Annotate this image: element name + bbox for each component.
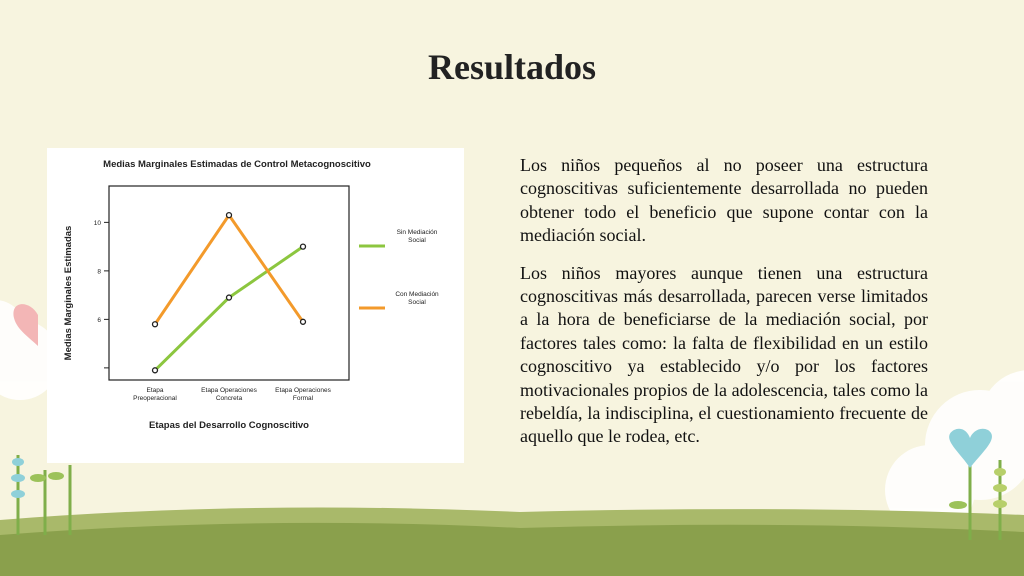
x-axis-label: Etapas del Desarrollo Cognoscitivo bbox=[149, 420, 309, 431]
x-tick-label: Preoperacional bbox=[133, 395, 177, 402]
legend-label: Sin Mediación bbox=[396, 229, 438, 236]
results-text bbox=[520, 154, 928, 463]
data-point bbox=[227, 213, 232, 218]
legend-label: Social bbox=[408, 237, 426, 244]
paragraph-1: Los niños pequeños al no poseer una estructura cognoscitivas suficientemente desarrollada no pueden obtener todo el beneficio que supone contar con la mediación social. bbox=[520, 155, 928, 246]
legend-label: Social bbox=[408, 299, 426, 306]
data-point bbox=[153, 368, 158, 373]
y-axis-label: Medias Marginales Estimadas bbox=[63, 225, 74, 361]
data-point bbox=[301, 319, 306, 324]
series-line-sin-mediacion bbox=[155, 247, 303, 371]
legend-label: Con Mediación bbox=[395, 291, 439, 298]
paragraph-2: Los niños mayores aunque tienen una estructura cognoscitivas más desarrollada, parecen verse limitados a la hora de beneficiarse de la mediación social, por factores tales como: la falta de flexibilidad en un estilo cognoscitivo ya establecido y/o por los factores motivacionales propios de la adolescencia, tales como la rebeldía, la indisciplina, el cuestionamiento frecuente de aquello que le rodea, etc. bbox=[520, 262, 928, 447]
x-tick-label: Etapa Operaciones bbox=[275, 387, 331, 394]
y-tick-label: 10 bbox=[93, 219, 101, 227]
series-line-con-mediacion bbox=[155, 215, 303, 324]
data-point bbox=[227, 295, 232, 300]
x-tick-label: Etapa bbox=[146, 387, 164, 394]
x-tick-label: Etapa Operaciones bbox=[201, 387, 257, 394]
x-tick-label: Concreta bbox=[215, 395, 243, 402]
chart-title: Medias Marginales Estimadas de Control Metacognoscitivo bbox=[103, 159, 371, 170]
slide-title: Resultados bbox=[427, 47, 597, 87]
chart-panel bbox=[47, 148, 464, 463]
grass-front bbox=[0, 523, 1024, 576]
y-tick-label: 6 bbox=[97, 316, 101, 324]
line-chart bbox=[47, 148, 464, 463]
data-point bbox=[153, 322, 158, 327]
data-point bbox=[301, 244, 306, 249]
y-tick-label: 8 bbox=[97, 268, 101, 276]
x-tick-label: Formal bbox=[292, 395, 314, 402]
